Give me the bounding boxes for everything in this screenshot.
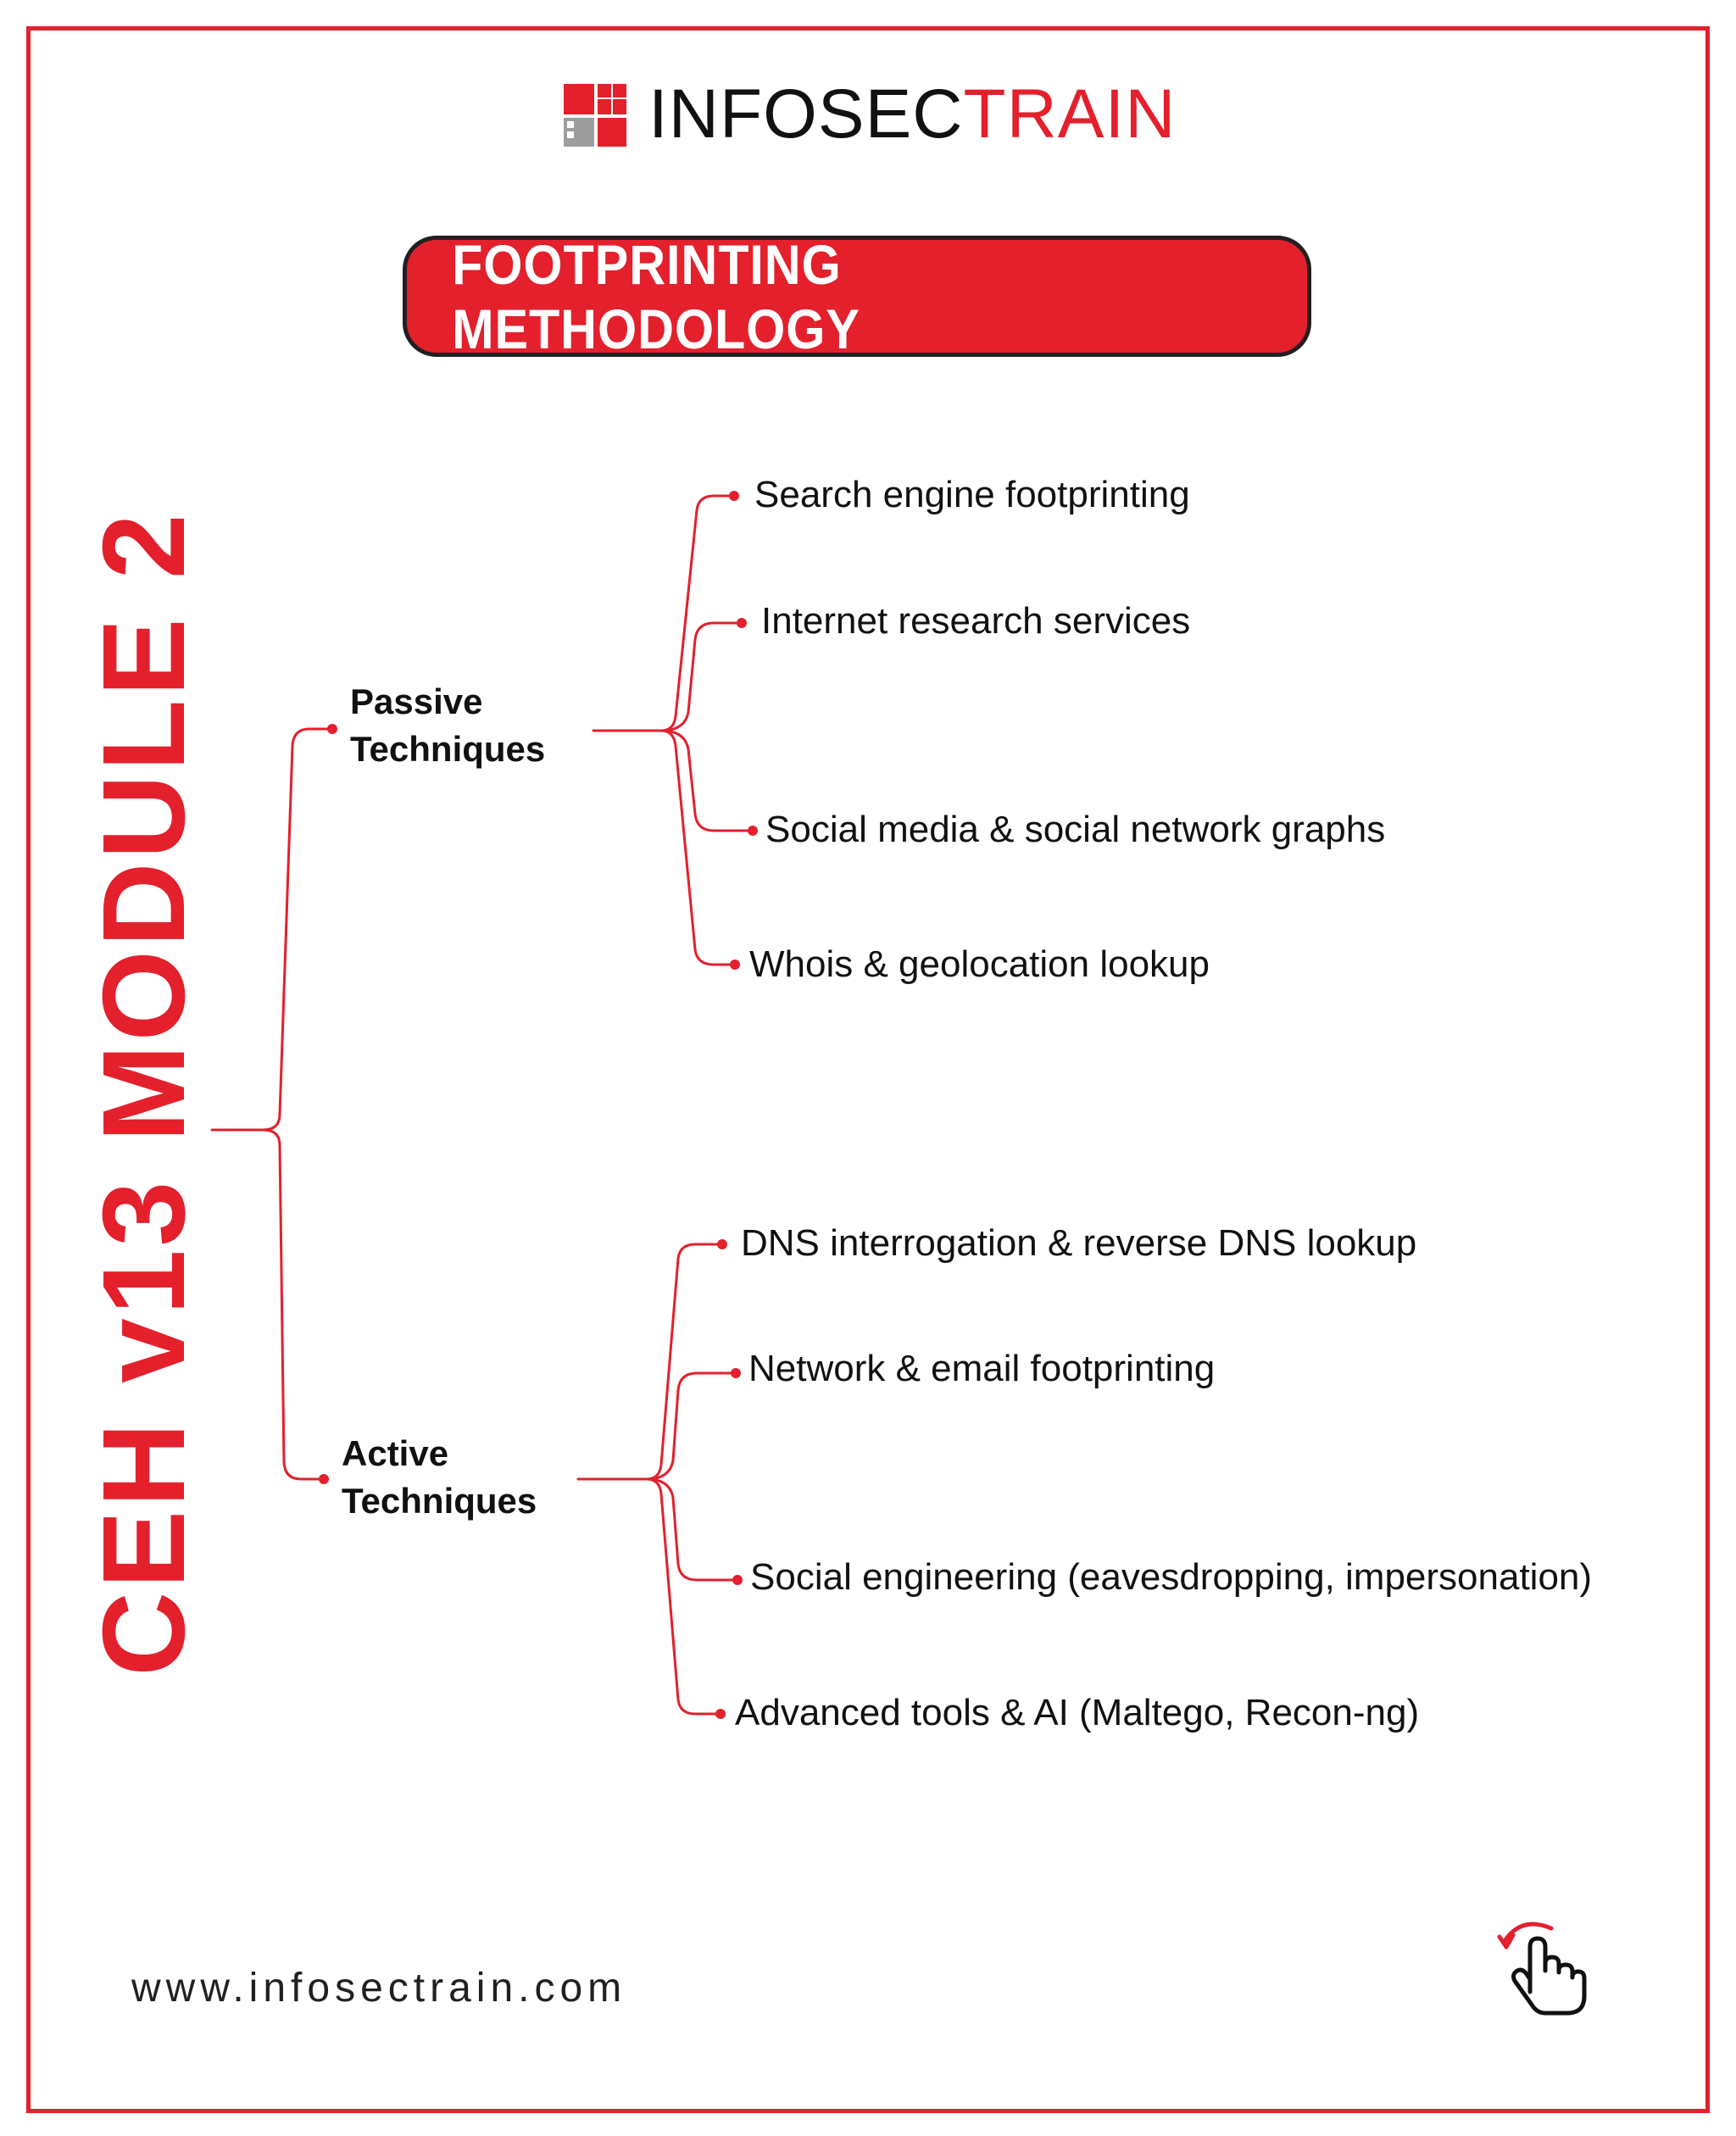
leaf-dot (715, 1709, 726, 1719)
leaf-dot (730, 960, 740, 970)
logo-text-train: TRAIN (963, 75, 1177, 153)
root-connector-lower (263, 1130, 324, 1479)
leaf-whois: Whois & geolocation lookup (749, 943, 1210, 985)
page-title: FOOTPRINTING METHODOLOGY (452, 232, 860, 360)
leaf-dot (748, 826, 758, 836)
leaf-dns: DNS interrogation & reverse DNS lookup (741, 1222, 1417, 1264)
branch-dot (319, 1474, 329, 1484)
branch-dot (327, 724, 337, 734)
leaf-dot (717, 1239, 727, 1249)
branch-active-label: Active Techniques (342, 1433, 537, 1521)
swipe-hand-icon (1496, 1911, 1598, 2017)
leaf-internet-research: Internet research services (761, 600, 1191, 642)
leaf-social-media: Social media & social network graphs (765, 809, 1386, 850)
module-label: CEH v13 MODULE 2 (79, 510, 209, 1677)
logo-text-infosec: INFOSEC (648, 75, 964, 153)
leaf-advanced-tools: Advanced tools & AI (Maltego, Recon-ng) (735, 1692, 1420, 1733)
leaf-dot (732, 1575, 743, 1585)
leaf-network-email: Network & email footprinting (748, 1348, 1216, 1389)
leaf-search-engine: Search engine footprinting (754, 474, 1190, 515)
branch-passive-label: Passive Techniques (350, 681, 546, 769)
leaf-dot (729, 491, 739, 501)
root-connector (212, 729, 332, 1130)
leaf-social-engineering: Social engineering (eavesdropping, impersonation) (750, 1556, 1593, 1598)
leaf-dot (737, 618, 747, 628)
leaf-dot (731, 1368, 741, 1378)
website-url: www.infosectrain.com (131, 1966, 627, 2011)
